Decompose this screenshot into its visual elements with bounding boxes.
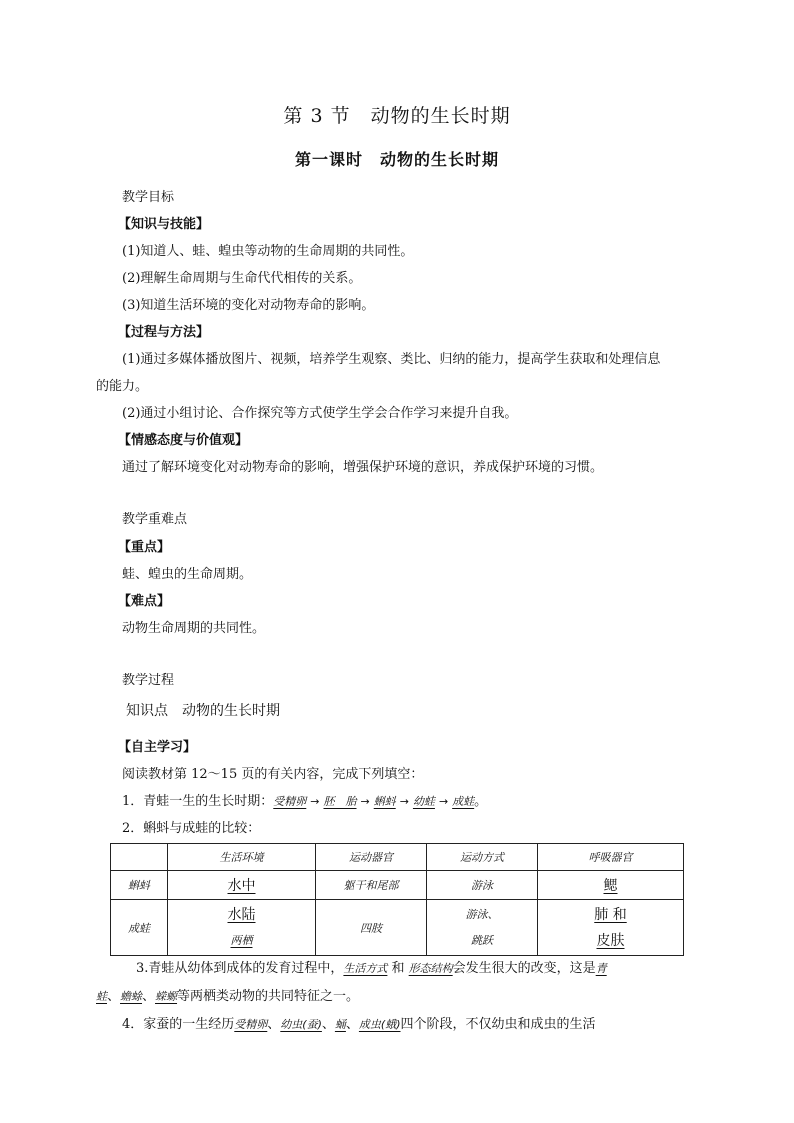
table-header-cell [111, 844, 168, 871]
process-heading: 【过程与方法】 [118, 325, 210, 340]
q4-text: 、 [267, 1017, 281, 1032]
q3-answer: 蛙 [96, 990, 107, 1003]
table-cell: 游泳 [427, 871, 538, 900]
question-1-end: 。 [474, 794, 488, 809]
table-cell [538, 871, 684, 900]
question-2: 2．蝌蚪与成蛙的比较： [122, 821, 261, 836]
question-4 [122, 1013, 596, 1032]
stage-answer: 成蛙 [452, 795, 475, 808]
key-section-heading: 教学重难点 [122, 512, 188, 527]
page-title: 第 3 节 动物的生长时期 [283, 105, 511, 127]
knowledge-item: (2)理解生命周期与生命代代相传的关系。 [122, 271, 362, 286]
question-1 [122, 790, 487, 809]
q3-text: 3.青蛙从幼体到成体的发育过程中， [136, 961, 344, 976]
lesson-subtitle: 第一课时 动物的生长时期 [294, 150, 499, 169]
study-intro: 阅读教材第 12～15 页的有关内容，完成下列填空： [122, 767, 424, 782]
table-cell [427, 900, 538, 956]
arrow-icon: → [310, 795, 320, 808]
table-cell: 四肢 [316, 900, 427, 956]
cell-answer: 鳃 [603, 878, 618, 894]
table-row [111, 900, 684, 956]
q4-answer: 成虫(蛾) [358, 1018, 401, 1031]
table-header-row [111, 844, 684, 871]
q4-answer: 蛹 [334, 1018, 346, 1031]
q3-text: 等两栖类动物的共同特征之一。 [177, 989, 360, 1004]
key-heading: 【重点】 [118, 540, 171, 555]
table-cell [538, 900, 684, 956]
q3-answer: 蟾蜍 [120, 990, 143, 1003]
row-label: 蝌蚪 [111, 871, 168, 900]
goals-heading: 教学目标 [122, 190, 175, 205]
stage-answer: 受精卵 [273, 795, 307, 808]
cell-answer: 肺 和 [594, 906, 627, 923]
q4-text: 4．家蚕的一生经历 [122, 1017, 235, 1032]
q4-answer: 受精卵 [234, 1018, 268, 1031]
q4-answer: 幼虫(蚕) [280, 1018, 322, 1031]
process-item: (2)通过小组讨论、合作探究等方式使学生学会合作学习来提升自我。 [122, 406, 518, 421]
q4-text: 四个阶段，不仅幼虫和成虫的生活 [400, 1017, 596, 1032]
stage-answer: 蝌蚪 [373, 795, 396, 808]
stage-answer: 胚 胎 [323, 795, 357, 808]
cell-answer: 两栖 [230, 933, 253, 947]
table-cell: 躯干和尾部 [316, 871, 427, 900]
emotion-heading: 【情感态度与价值观】 [118, 433, 249, 448]
cell-answer: 水中 [227, 878, 256, 894]
table-header-cell: 运动器官 [316, 844, 427, 871]
question-1-prefix: 1．青蛙一生的生长时期： [122, 794, 274, 809]
q3-answer: 蝾螈 [155, 990, 178, 1003]
knowledge-item: (3)知道生活环境的变化对动物寿命的影响。 [122, 298, 375, 313]
key-text: 蛙、蝗虫的生命周期。 [122, 567, 253, 582]
self-study-heading: 【自主学习】 [118, 740, 197, 755]
difficult-text: 动物生命周期的共同性。 [122, 621, 266, 636]
arrow-icon: → [360, 795, 370, 808]
difficult-heading: 【难点】 [118, 594, 171, 609]
knowledge-point: 知识点 动物的生长时期 [126, 703, 280, 719]
cell-line: 游泳、 [465, 907, 499, 921]
process-item-cont: 的能力。 [96, 379, 149, 394]
q4-text: 、 [345, 1017, 359, 1032]
emotion-text: 通过了解环境变化对动物寿命的影响，增强保护环境的意识，养成保护环境的习惯。 [122, 460, 604, 475]
q3-answer: 青 [595, 962, 607, 975]
cell-line: 跳跃 [471, 933, 493, 947]
row-label: 成蛙 [111, 900, 168, 956]
stage-answer: 幼蛙 [412, 795, 435, 808]
question-3-cont [96, 985, 359, 1004]
cell-answer: 皮肤 [596, 932, 625, 949]
knowledge-heading: 【知识与技能】 [118, 217, 210, 232]
question-3 [136, 957, 607, 976]
q3-answer: 生活方式 [343, 962, 388, 975]
table-header-cell: 运动方式 [427, 844, 538, 871]
table-row [111, 871, 684, 900]
comparison-table [110, 843, 684, 956]
q3-text: 、 [142, 989, 156, 1004]
q3-text: 和 [387, 961, 409, 976]
knowledge-item: (1)知道人、蛙、蝗虫等动物的生命周期的共同性。 [122, 244, 414, 259]
cell-answer: 水陆 [227, 906, 256, 923]
arrow-icon: → [438, 795, 449, 808]
q3-text: 会发生很大的改变，这是 [452, 961, 596, 976]
table-header-cell: 呼吸器官 [538, 844, 684, 871]
q3-text: 、 [107, 989, 121, 1004]
q4-text: 、 [321, 1017, 335, 1032]
table-cell [168, 900, 316, 956]
process-item: (1)通过多媒体播放图片、视频，培养学生观察、类比、归纳的能力，提高学生获取和处理信息 [122, 352, 661, 367]
process-section-heading: 教学过程 [122, 673, 175, 688]
arrow-icon: → [399, 795, 409, 808]
table-cell [168, 871, 316, 900]
table-header-cell: 生活环境 [168, 844, 316, 871]
q3-answer: 形态结构 [408, 962, 453, 975]
